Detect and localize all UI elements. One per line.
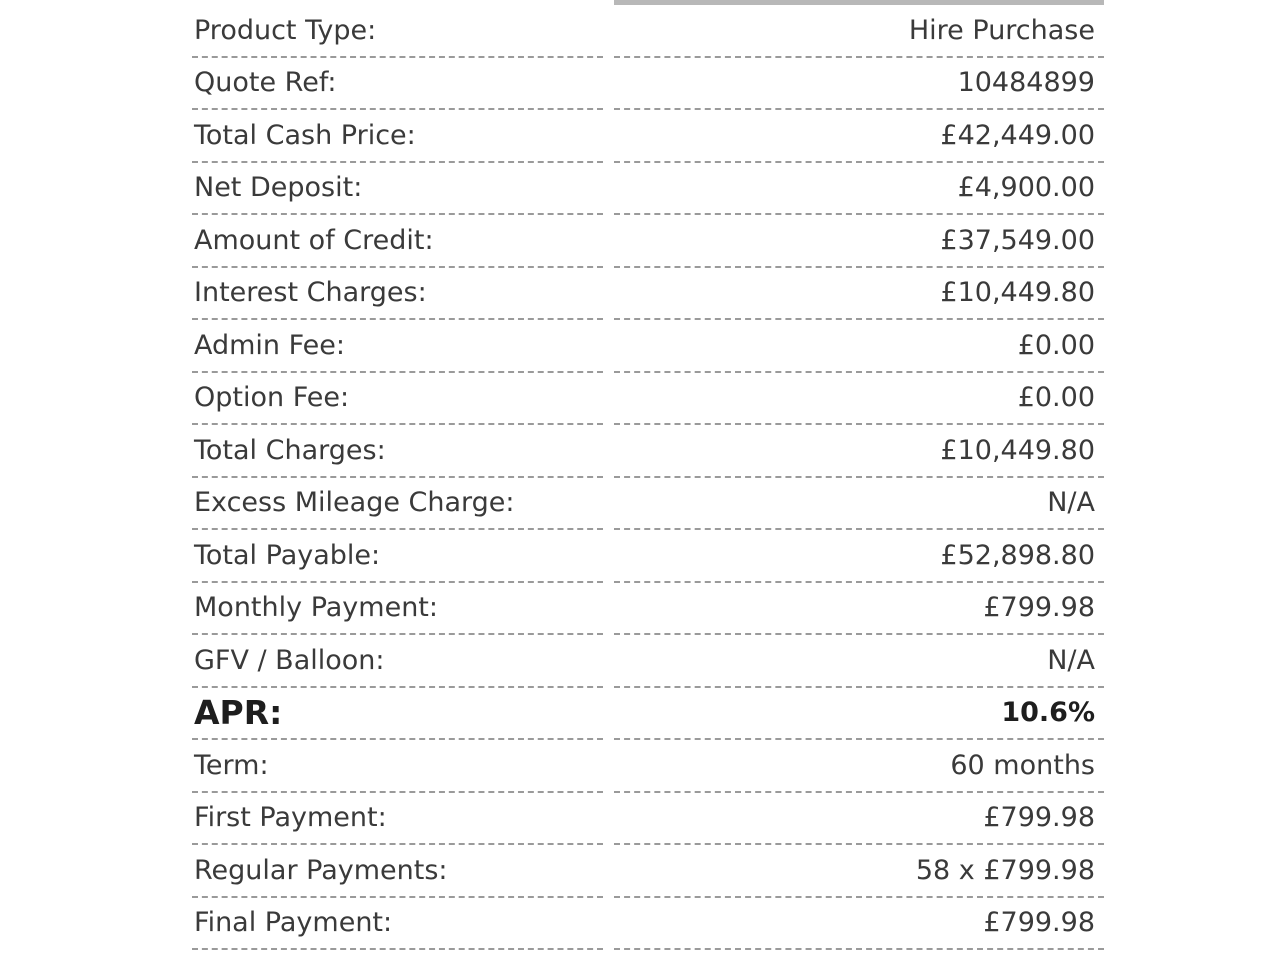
row-value: £42,449.00 [614,110,1104,163]
row-label: Option Fee: [192,373,603,426]
row-product-type [192,5,1104,58]
row-value: N/A [614,478,1104,531]
row-label: Final Payment: [192,898,603,951]
row-option-fee [192,373,1104,426]
row-value: 58 x £799.98 [614,845,1104,898]
row-value: £4,900.00 [614,163,1104,216]
row-gfv-balloon [192,635,1104,688]
row-first-payment [192,793,1104,846]
row-regular-payments [192,845,1104,898]
row-value: Hire Purchase [614,5,1104,58]
row-label: Amount of Credit: [192,215,603,268]
row-label: Monthly Payment: [192,583,603,636]
row-total-payable [192,530,1104,583]
row-value: 10.6% [614,688,1104,741]
row-label: Net Deposit: [192,163,603,216]
row-quote-ref [192,58,1104,111]
finance-summary-table [192,5,1104,950]
row-label: Product Type: [192,5,603,58]
row-label: First Payment: [192,793,603,846]
row-value: £52,898.80 [614,530,1104,583]
row-label: Term: [192,740,603,793]
row-value: £799.98 [614,583,1104,636]
row-label: Interest Charges: [192,268,603,321]
row-total-cash-price [192,110,1104,163]
row-value: £37,549.00 [614,215,1104,268]
row-value: £10,449.80 [614,425,1104,478]
row-value: N/A [614,635,1104,688]
row-apr [192,688,1104,741]
row-label: Admin Fee: [192,320,603,373]
row-value: £10,449.80 [614,268,1104,321]
row-net-deposit [192,163,1104,216]
row-label: Total Payable: [192,530,603,583]
row-value: £0.00 [614,373,1104,426]
row-amount-of-credit [192,215,1104,268]
row-admin-fee [192,320,1104,373]
row-value: £799.98 [614,898,1104,951]
row-value: £0.00 [614,320,1104,373]
row-interest-charges [192,268,1104,321]
row-total-charges [192,425,1104,478]
row-label: Quote Ref: [192,58,603,111]
row-final-payment [192,898,1104,951]
row-value: £799.98 [614,793,1104,846]
row-label: Excess Mileage Charge: [192,478,603,531]
row-label: Total Cash Price: [192,110,603,163]
row-label: Total Charges: [192,425,603,478]
row-label: Regular Payments: [192,845,603,898]
row-excess-mileage-charge [192,478,1104,531]
row-value: 60 months [614,740,1104,793]
row-term [192,740,1104,793]
row-label: GFV / Balloon: [192,635,603,688]
row-label: APR: [192,688,603,741]
row-monthly-payment [192,583,1104,636]
row-value: 10484899 [614,58,1104,111]
